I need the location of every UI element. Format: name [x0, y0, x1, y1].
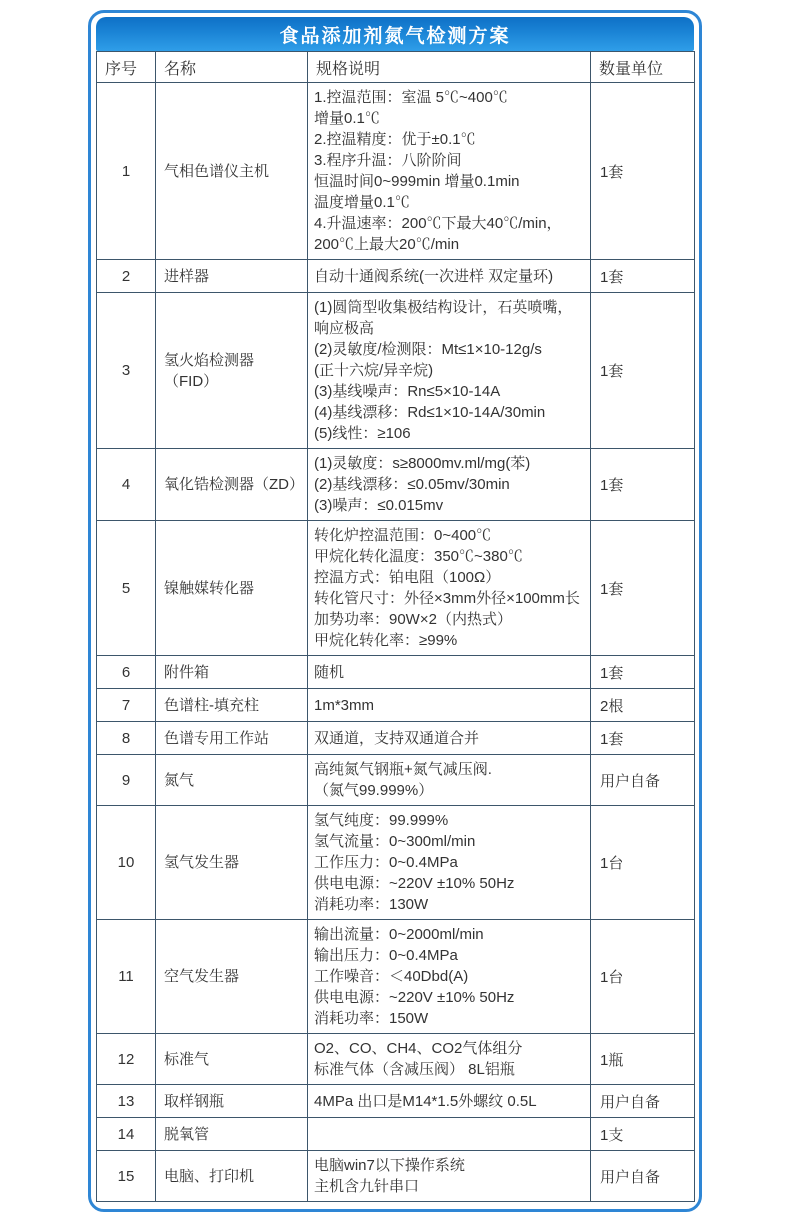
- table-row: [97, 1151, 695, 1202]
- spec-line: 工作压力：0~0.4MPa: [314, 854, 458, 871]
- spec-line: 标准气体（含减压阀） 8L铝瓶: [314, 1061, 515, 1078]
- spec-line: 甲烷化转化温度：350℃~380℃: [314, 548, 523, 565]
- spec-line: 输出流量：0~2000ml/min: [314, 926, 484, 943]
- spec-line: 主机含九针串口: [314, 1178, 420, 1195]
- table-row: [97, 521, 695, 656]
- cell-item-name: 氢火焰检测器（FID）: [156, 293, 308, 449]
- cell-item-name: 气相色谱仪主机: [156, 83, 308, 260]
- spec-line: 电脑win7以下操作系统: [314, 1157, 465, 1174]
- spec-line: 消耗功率：150W: [314, 1010, 429, 1027]
- cell-serial-number: 9: [97, 755, 156, 806]
- table-row: [97, 722, 695, 755]
- cell-item-name: 附件箱: [156, 656, 308, 689]
- cell-specification: [308, 806, 591, 920]
- cell-item-name: 色谱柱-填充柱: [156, 689, 308, 722]
- cell-serial-number: 8: [97, 722, 156, 755]
- spec-line: 氢气流量：0~300ml/min: [314, 833, 476, 850]
- spec-line: 消耗功率：130W: [314, 896, 429, 913]
- cell-specification: [308, 656, 591, 689]
- table-body: [97, 83, 695, 1202]
- cell-serial-number: 11: [97, 920, 156, 1034]
- spec-table: [96, 51, 695, 1202]
- cell-item-name: 标准气: [156, 1034, 308, 1085]
- cell-specification: [308, 1151, 591, 1202]
- spec-line: 转化管尺寸：外径×3mm外径×100mm长: [314, 590, 580, 607]
- spec-line: 恒温时间0~999min 增量0.1min: [314, 173, 520, 190]
- spec-line: 4MPa 出口是M14*1.5外螺纹 0.5L: [314, 1092, 537, 1110]
- cell-specification: [308, 1085, 591, 1118]
- cell-item-name: 脱氧管: [156, 1118, 308, 1151]
- spec-line: (1)灵敏度：s≥8000mv.ml/mg(苯): [314, 455, 531, 472]
- spec-line: (2)灵敏度/检测限：Mt≤1×10-12g/s: [314, 341, 542, 358]
- spec-line: 200℃上最大20℃/min: [314, 236, 460, 253]
- cell-serial-number: 5: [97, 521, 156, 656]
- cell-quantity-unit: 1套: [591, 260, 695, 293]
- cell-specification: [308, 260, 591, 293]
- column-header-qty: 数量单位: [591, 52, 695, 83]
- spec-line: (3)噪声：≤0.015mv: [314, 497, 444, 514]
- spec-line: (4)基线漂移：Rd≤1×10-14A/30min: [314, 404, 546, 421]
- spec-line: 响应极高: [314, 320, 375, 337]
- spec-line: 3.程序升温：八阶阶间: [314, 152, 462, 169]
- table-row: [97, 689, 695, 722]
- spec-line: 氢气纯度：99.999%: [314, 812, 449, 829]
- table-title: 食品添加剂氮气检测方案: [96, 17, 694, 51]
- cell-quantity-unit: 1套: [591, 521, 695, 656]
- spec-line: 控温方式：铂电阻（100Ω）: [314, 569, 501, 586]
- spec-line: 高纯氮气钢瓶+氮气减压阀.: [314, 761, 492, 778]
- cell-specification: [308, 722, 591, 755]
- column-header-no: 序号: [97, 52, 156, 83]
- cell-serial-number: 15: [97, 1151, 156, 1202]
- spec-line: 1m*3mm: [314, 696, 375, 714]
- table-row: [97, 1118, 695, 1151]
- cell-item-name: 氧化锆检测器（ZD）: [156, 449, 308, 521]
- cell-item-name: 氮气: [156, 755, 308, 806]
- spec-line: 1.控温范围：室温 5℃~400℃: [314, 89, 508, 106]
- cell-quantity-unit: 1瓶: [591, 1034, 695, 1085]
- spec-line: 2.控温精度：优于±0.1℃: [314, 131, 476, 148]
- spec-line: 供电电源：~220V ±10% 50Hz: [314, 989, 515, 1006]
- cell-serial-number: 12: [97, 1034, 156, 1085]
- table-row: [97, 449, 695, 521]
- table-row: [97, 260, 695, 293]
- cell-specification: [308, 521, 591, 656]
- cell-item-name: 进样器: [156, 260, 308, 293]
- spec-line: (1)圆筒型收集极结构设计，石英喷嘴，: [314, 299, 573, 316]
- cell-serial-number: 6: [97, 656, 156, 689]
- cell-serial-number: 7: [97, 689, 156, 722]
- spec-line: (正十六烷/异辛烷): [314, 362, 434, 379]
- cell-serial-number: 4: [97, 449, 156, 521]
- table-row: [97, 920, 695, 1034]
- spec-table-card: [88, 10, 702, 1212]
- cell-serial-number: 3: [97, 293, 156, 449]
- column-header-spec: 规格说明: [308, 52, 591, 83]
- header-row: [97, 52, 695, 83]
- cell-item-name: 镍触媒转化器: [156, 521, 308, 656]
- spec-line: (2)基线漂移：≤0.05mv/30min: [314, 476, 510, 493]
- cell-serial-number: 1: [97, 83, 156, 260]
- spec-line: 甲烷化转化率：≥99%: [314, 632, 458, 649]
- table-row: [97, 656, 695, 689]
- spec-line: 供电电源：~220V ±10% 50Hz: [314, 875, 515, 892]
- cell-quantity-unit: 用户自备: [591, 1151, 695, 1202]
- spec-line: (5)线性：≥106: [314, 425, 411, 442]
- spec-line: 工作噪音：＜40Dbd(A): [314, 968, 469, 985]
- table-row: [97, 755, 695, 806]
- cell-specification: [308, 449, 591, 521]
- cell-specification: [308, 1034, 591, 1085]
- cell-quantity-unit: 用户自备: [591, 755, 695, 806]
- cell-serial-number: 2: [97, 260, 156, 293]
- spec-line: 转化炉控温范围：0~400℃: [314, 527, 492, 544]
- cell-quantity-unit: 1台: [591, 920, 695, 1034]
- cell-quantity-unit: 用户自备: [591, 1085, 695, 1118]
- spec-line: 随机: [314, 663, 345, 681]
- spec-line: 温度增量0.1℃: [314, 194, 410, 211]
- cell-quantity-unit: 1套: [591, 449, 695, 521]
- table-row: [97, 806, 695, 920]
- table-row: [97, 293, 695, 449]
- spec-line: 自动十通阀系统(一次进样 双定量环): [314, 267, 554, 285]
- spec-line: (3)基线噪声：Rn≤5×10-14A: [314, 383, 501, 400]
- table-row: [97, 1085, 695, 1118]
- cell-specification: [308, 689, 591, 722]
- cell-specification: [308, 83, 591, 260]
- spec-line: 4.升温速率：200℃下最大40℃/min，: [314, 215, 562, 232]
- spec-line: （氮气99.999%）: [314, 782, 434, 799]
- cell-item-name: 电脑、打印机: [156, 1151, 308, 1202]
- spec-line: 加势功率：90W×2（内热式）: [314, 611, 512, 628]
- cell-item-name: 取样钢瓶: [156, 1085, 308, 1118]
- cell-quantity-unit: 1套: [591, 656, 695, 689]
- cell-specification: [308, 920, 591, 1034]
- cell-specification: [308, 293, 591, 449]
- spec-line: 增量0.1℃: [314, 110, 380, 127]
- cell-serial-number: 14: [97, 1118, 156, 1151]
- table-row: [97, 83, 695, 260]
- column-header-name: 名称: [156, 52, 308, 83]
- cell-quantity-unit: 1套: [591, 722, 695, 755]
- cell-specification: [308, 1118, 591, 1151]
- cell-quantity-unit: 2根: [591, 689, 695, 722]
- spec-line: 输出压力：0~0.4MPa: [314, 947, 458, 964]
- cell-specification: [308, 755, 591, 806]
- cell-quantity-unit: 1支: [591, 1118, 695, 1151]
- cell-serial-number: 10: [97, 806, 156, 920]
- cell-serial-number: 13: [97, 1085, 156, 1118]
- cell-item-name: 氢气发生器: [156, 806, 308, 920]
- cell-quantity-unit: 1套: [591, 83, 695, 260]
- spec-line: 双通道，支持双通道合并: [314, 729, 480, 747]
- spec-line: O2、CO、CH4、CO2气体组分: [314, 1040, 523, 1057]
- cell-quantity-unit: 1套: [591, 293, 695, 449]
- cell-item-name: 色谱专用工作站: [156, 722, 308, 755]
- cell-item-name: 空气发生器: [156, 920, 308, 1034]
- cell-quantity-unit: 1台: [591, 806, 695, 920]
- table-row: [97, 1034, 695, 1085]
